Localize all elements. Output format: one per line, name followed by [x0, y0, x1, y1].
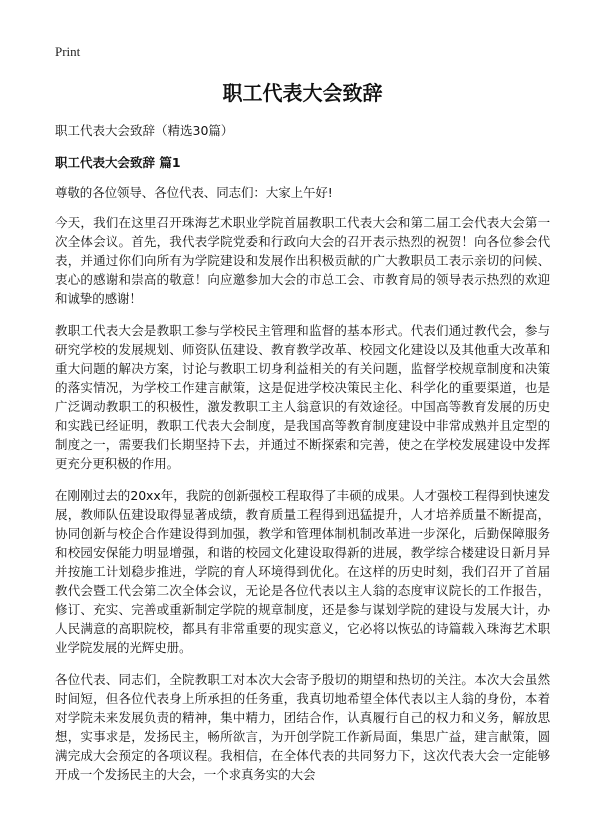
body-paragraph-3: 在刚刚过去的20xx年，我院的创新强校工程取得了丰硕的成果。人才强校工程得到快速发展，教师队伍建设取得显著成绩，教育质量工程得到迅猛提升，人才培养质量不断提高，协同创新与校企合作建设得到加强，教学和管理体制机制改革进一步深化，后勤保障服务和校园安保能力明显增强，和谐的校园文化建设取得新的进展，教学综合楼建设日新月异并按施工计划稳步推进，学院的育人环境得到优化。在这样的历史时刻，我们召开了首届教代会暨工代会第二次全体会议，无论是各位代表以主人翁的态度审议院长的工作报告，修订、充实、完善或重新制定学院的规章制度，还是参与谋划学院的建设与发展大计，办人民满意的高职院校，都具有非常重要的现实意义，它必将以恢弘的诗篇载入珠海艺术职业学院发展的光辉史册。: [55, 488, 550, 655]
print-link[interactable]: Print: [55, 44, 81, 59]
greeting-paragraph: 尊敬的各位领导、各位代表、同志们：大家上午好!: [55, 185, 333, 200]
body-paragraph-4: 各位代表、同志们，全院教职工对本次大会寄予殷切的期望和热切的关注。本次大会虽然时间短，但各位代表身上所承担的任务重，我真切地希望全体代表以主人翁的身份，本着对学院未来发展负责的精神，集中精力，团结合作，认真履行自己的权力和义务，解放思想，实事求是，发扬民主，畅所欲言，为开创学院工作新局面，集思广益，建言献策，圆满完成大会预定的各项议程。我相信，在全体代表的共同努力下，这次代表大会一定能够开成一个发扬民主的大会，一个求真务实的大会: [55, 672, 550, 782]
document-subtitle: 职工代表大会致辞（精选30篇）: [55, 123, 234, 138]
body-paragraph-1: 今天，我们在这里召开珠海艺术职业学院首届教职工代表大会和第二届工会代表大会第一次全体会议。首先，我代表学院党委和行政向大会的召开表示热烈的祝贺！向各位参会代表，并通过你们向所有为学院建设和发展作出积极贡献的广大教职员工表示亲切的问候、衷心的感谢和崇高的敬意！向应邀参加大会的市总工会、市教育局的领导表示热烈的欢迎和诚挚的感谢！: [55, 215, 550, 306]
body-paragraph-2: 教职工代表大会是教职工参与学校民主管理和监督的基本形式。代表们通过教代会，参与研究学校的发展规划、师资队伍建设、教育教学改革、校园文化建设以及其他重大改革和重大问题的解决方案，讨论与教职工切身利益相关的有关问题，监督学校规章制度和决策的落实情况，为学校工作建言献策，这是促进学校决策民主化、科学化的重要渠道，也是广泛调动教职工的积极性，激发教职工主人翁意识的有效途径。中国高等教育发展的历史和实践已经证明，教职工代表大会制度，是我国高等教育制度建设中非常成熟并且定型的制度之一，需要我们长期坚持下去，并通过不断探索和完善，使之在学校发展建设中发挥更充分更积极的作用。: [55, 323, 550, 471]
section-heading: 职工代表大会致辞 篇1: [55, 155, 181, 170]
document-title: 职工代表大会致辞: [222, 81, 383, 105]
